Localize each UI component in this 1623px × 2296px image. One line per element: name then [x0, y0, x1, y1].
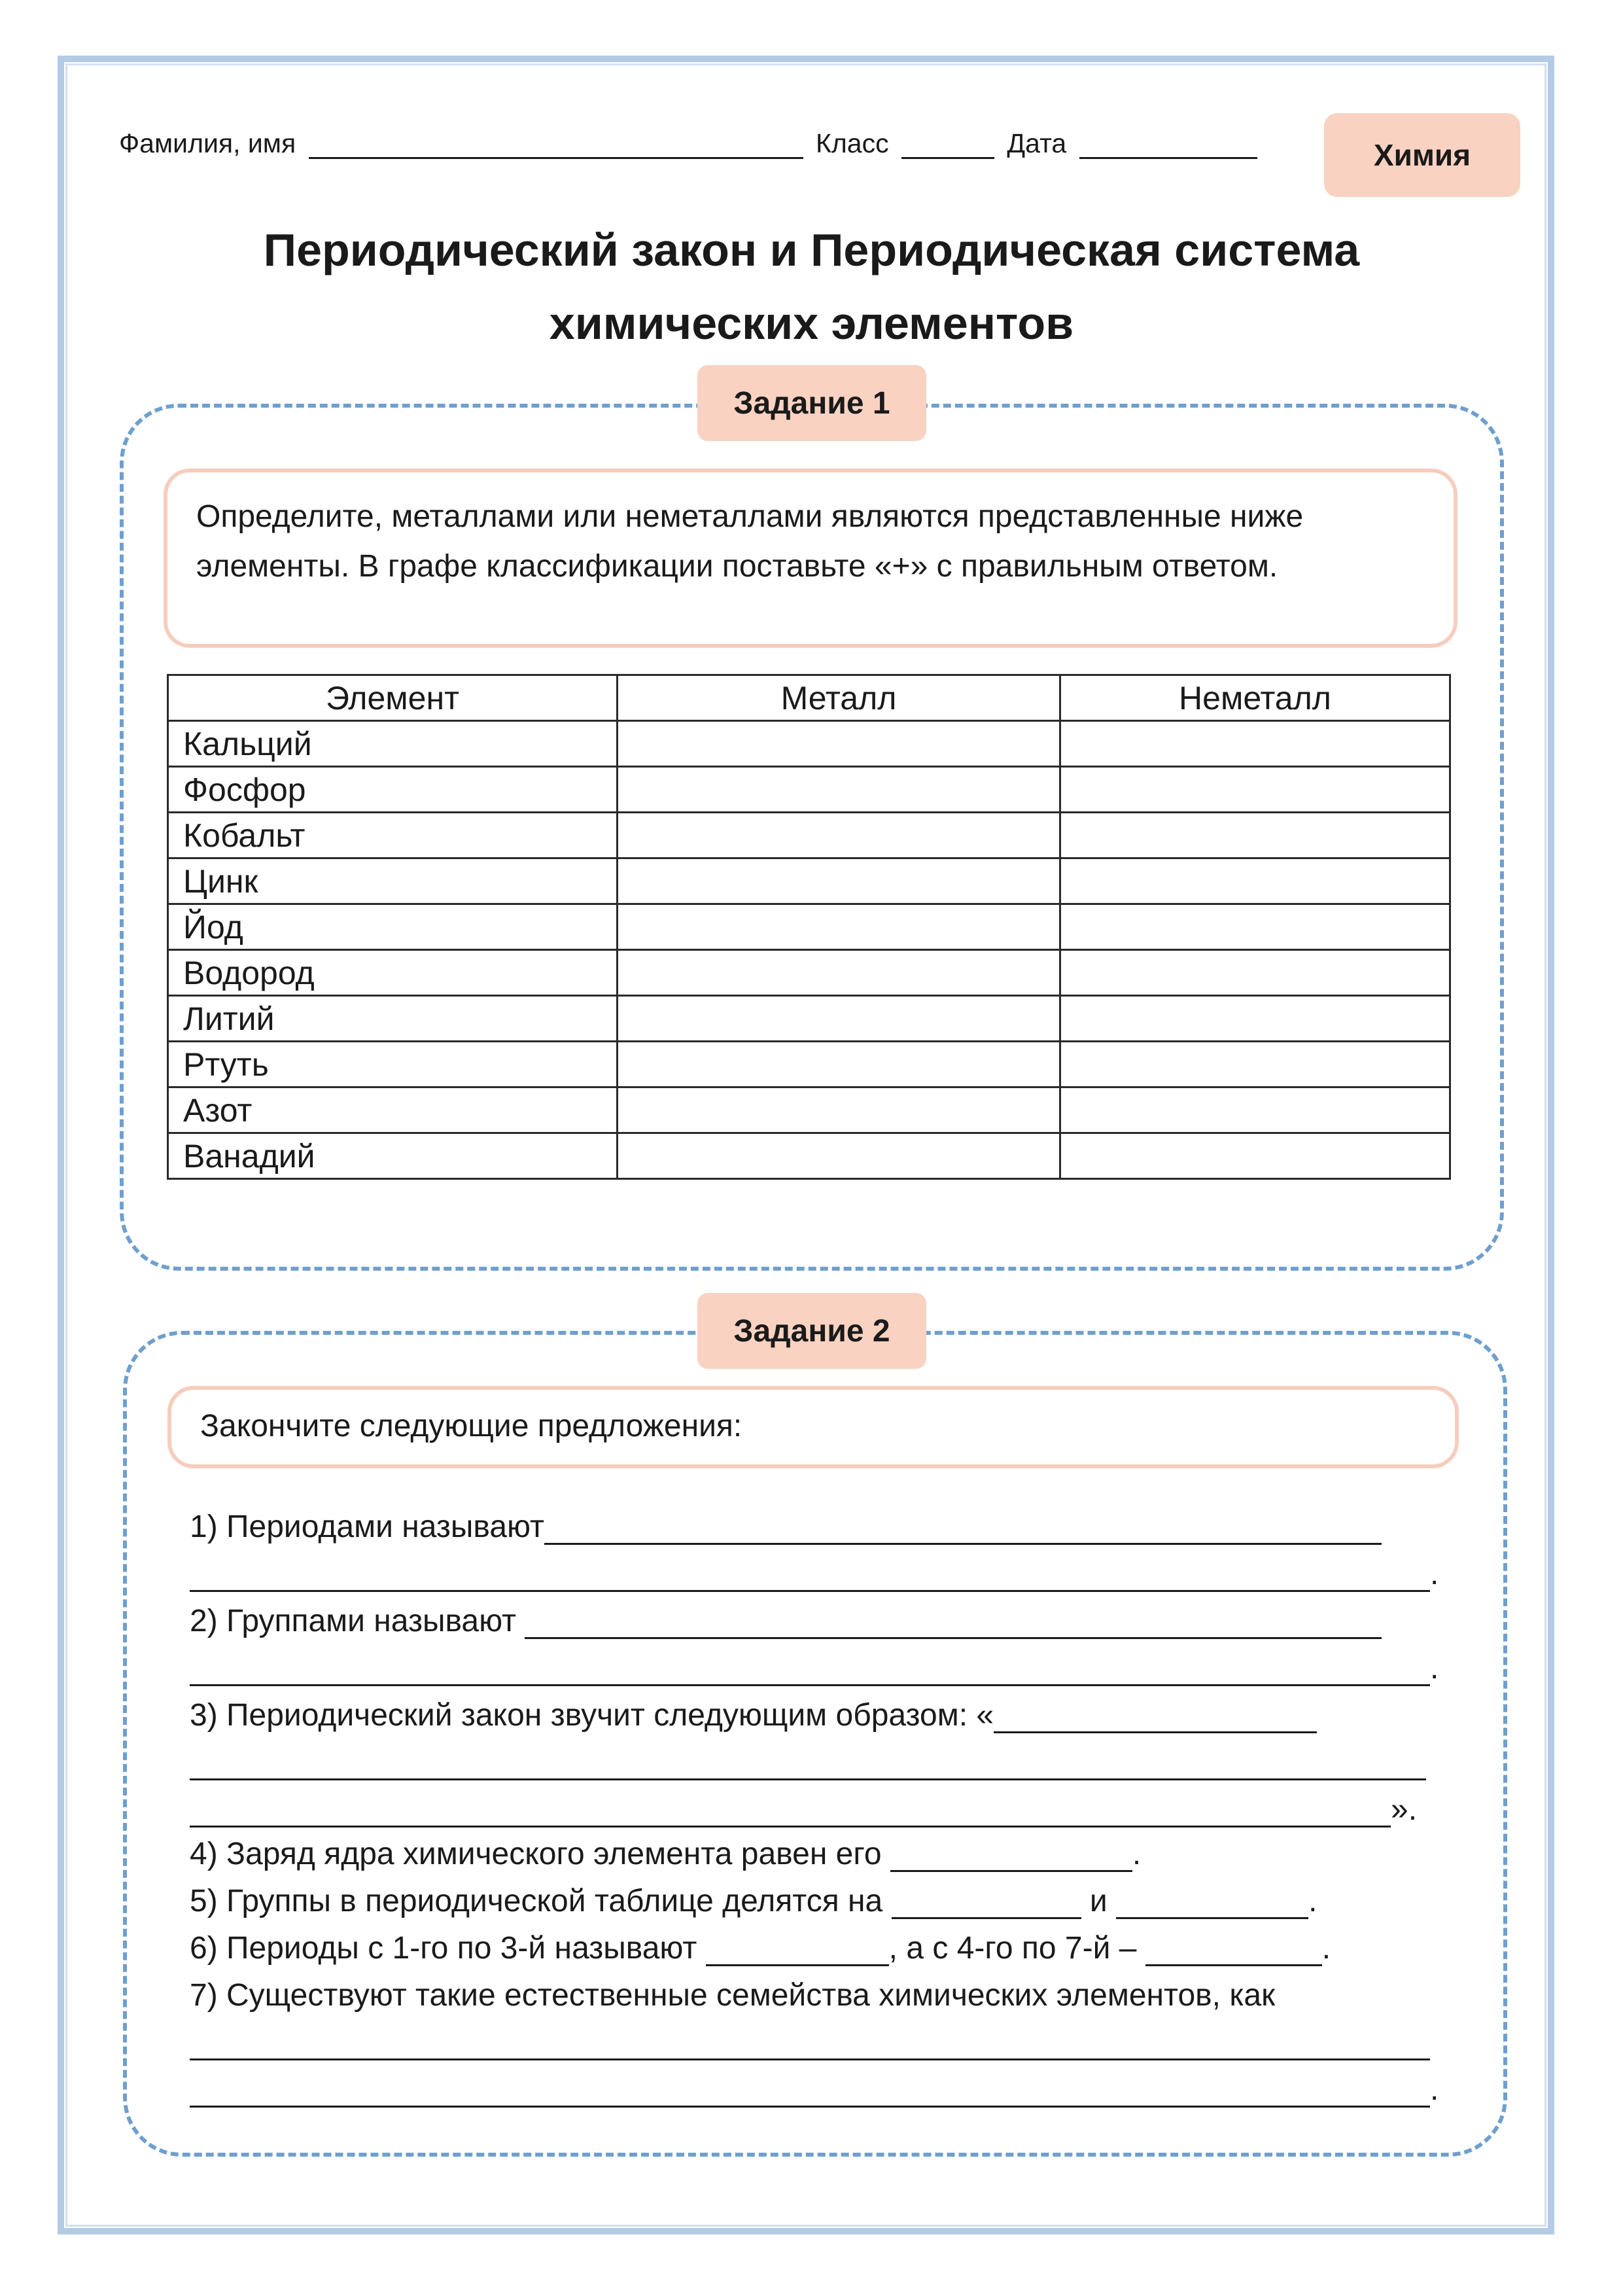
nonmetal-cell[interactable]	[1060, 904, 1450, 950]
sentence-6-blank-2[interactable]	[1145, 1930, 1322, 1966]
element-name: Азот	[168, 1087, 618, 1133]
sentence-6-end: .	[1321, 1931, 1331, 1966]
element-name: Йод	[168, 904, 618, 950]
sentence-5	[190, 1883, 1317, 1919]
nonmetal-cell[interactable]	[1060, 1087, 1450, 1133]
sentence-7-continuation-2	[190, 2072, 1439, 2108]
class-blank[interactable]	[901, 128, 994, 159]
sentence-3-end: ».	[1391, 1792, 1418, 1827]
nonmetal-cell[interactable]	[1060, 1133, 1450, 1179]
table-row	[168, 813, 1450, 858]
task1-instruction: Определите, металлами или неметаллами являются представленные ниже элементы. В графе классификации поставьте «+» с правильным ответом.	[164, 468, 1457, 648]
sentence-3-continuation	[190, 1744, 1426, 1780]
sentence-3-blank-2[interactable]	[190, 1744, 1426, 1780]
element-name: Водород	[168, 950, 618, 996]
element-table	[167, 674, 1451, 1180]
metal-cell[interactable]	[618, 1042, 1060, 1087]
nonmetal-cell[interactable]	[1060, 813, 1450, 858]
sentence-2-continuation	[190, 1650, 1439, 1686]
sentence-2	[190, 1603, 1382, 1639]
sentence-3-blank[interactable]	[994, 1697, 1317, 1733]
table-row	[168, 950, 1450, 996]
sentence-2-text: 2) Группами называют	[190, 1604, 525, 1638]
sentence-2-end: .	[1430, 1651, 1439, 1686]
table-row	[168, 1087, 1450, 1133]
date-blank[interactable]	[1079, 128, 1257, 159]
nonmetal-cell[interactable]	[1060, 950, 1450, 996]
column-header-nonmetal: Неметалл	[1060, 675, 1450, 721]
metal-cell[interactable]	[618, 858, 1060, 904]
nonmetal-cell[interactable]	[1060, 767, 1450, 813]
sentence-3-text: 3) Периодический закон звучит следующим образом: «	[190, 1698, 994, 1733]
sentence-1-continuation	[190, 1556, 1439, 1592]
element-name: Цинк	[168, 858, 618, 904]
task2-label: Задание 2	[697, 1293, 926, 1369]
table-row	[168, 858, 1450, 904]
sentence-2-blank[interactable]	[525, 1603, 1382, 1639]
element-name: Кобальт	[168, 813, 618, 858]
table-header-row	[168, 675, 1450, 721]
sentence-3-continuation-2	[190, 1792, 1417, 1828]
table-row	[168, 767, 1450, 813]
page-title-line1: Периодический закон и Периодическая система	[263, 224, 1360, 275]
metal-cell[interactable]	[618, 721, 1060, 767]
nonmetal-cell[interactable]	[1060, 1042, 1450, 1087]
sentence-7-text: 7) Существуют такие естественные семейства химических элементов, как	[190, 1978, 1276, 2013]
sentence-5-blank-1[interactable]	[892, 1883, 1081, 1919]
metal-cell[interactable]	[618, 767, 1060, 813]
nonmetal-cell[interactable]	[1060, 721, 1450, 767]
task2-instruction: Закончите следующие предложения:	[167, 1386, 1459, 1468]
sentence-1-blank[interactable]	[544, 1509, 1382, 1545]
sentence-5-blank-2[interactable]	[1116, 1883, 1308, 1919]
subject-badge: Химия	[1324, 113, 1520, 197]
sentence-4-end: .	[1132, 1837, 1142, 1871]
name-label: Фамилия, имя	[119, 128, 296, 158]
column-header-element: Элемент	[168, 675, 618, 721]
page-title-line2: химических элементов	[549, 298, 1074, 349]
element-name: Литий	[168, 996, 618, 1042]
sentence-3-blank-3[interactable]	[190, 1792, 1391, 1828]
sentence-6-blank-1[interactable]	[706, 1930, 889, 1966]
sentence-5-end: .	[1308, 1884, 1318, 1918]
task1-label: Задание 1	[697, 365, 926, 441]
sentence-6-middle: , а с 4-го по 7-й –	[888, 1931, 1145, 1966]
name-blank[interactable]	[309, 128, 803, 159]
sentence-7-blank-1[interactable]	[190, 2024, 1430, 2060]
table-row	[168, 904, 1450, 950]
metal-cell[interactable]	[618, 1087, 1060, 1133]
sentence-2-blank-2[interactable]	[190, 1650, 1430, 1686]
sentence-7-continuation	[190, 2024, 1430, 2060]
sentence-1-text: 1) Периодами называют	[190, 1510, 544, 1544]
element-name: Фосфор	[168, 767, 618, 813]
element-name: Ванадий	[168, 1133, 618, 1179]
table-row	[168, 721, 1450, 767]
table-row	[168, 1133, 1450, 1179]
sentence-5-and: и	[1081, 1884, 1117, 1918]
metal-cell[interactable]	[618, 996, 1060, 1042]
metal-cell[interactable]	[618, 904, 1060, 950]
nonmetal-cell[interactable]	[1060, 996, 1450, 1042]
element-name: Ртуть	[168, 1042, 618, 1087]
metal-cell[interactable]	[618, 950, 1060, 996]
date-label: Дата	[1007, 128, 1067, 158]
table-row	[168, 996, 1450, 1042]
sentence-4-text: 4) Заряд ядра химического элемента равен его	[190, 1837, 890, 1871]
sentence-4-blank[interactable]	[890, 1836, 1132, 1872]
sentence-4	[190, 1836, 1141, 1872]
metal-cell[interactable]	[618, 813, 1060, 858]
sentence-1	[190, 1509, 1382, 1545]
sentence-7-blank-2[interactable]	[190, 2072, 1430, 2108]
sentence-6	[190, 1930, 1331, 1966]
sentence-7-end: .	[1430, 2072, 1439, 2107]
sentence-5-text: 5) Группы в периодической таблице делятся на	[190, 1884, 892, 1918]
sentence-1-blank-2[interactable]	[190, 1556, 1430, 1592]
student-info-line	[119, 128, 1263, 159]
sentence-1-end: .	[1430, 1557, 1439, 1591]
nonmetal-cell[interactable]	[1060, 858, 1450, 904]
table-row	[168, 1042, 1450, 1087]
sentence-6-text: 6) Периоды с 1-го по 3-й называют	[190, 1931, 706, 1966]
metal-cell[interactable]	[618, 1133, 1060, 1179]
sentence-3	[190, 1697, 1317, 1733]
column-header-metal: Металл	[618, 675, 1060, 721]
element-name: Кальций	[168, 721, 618, 767]
class-label: Класс	[815, 128, 889, 158]
sentence-7	[190, 1977, 1275, 2013]
